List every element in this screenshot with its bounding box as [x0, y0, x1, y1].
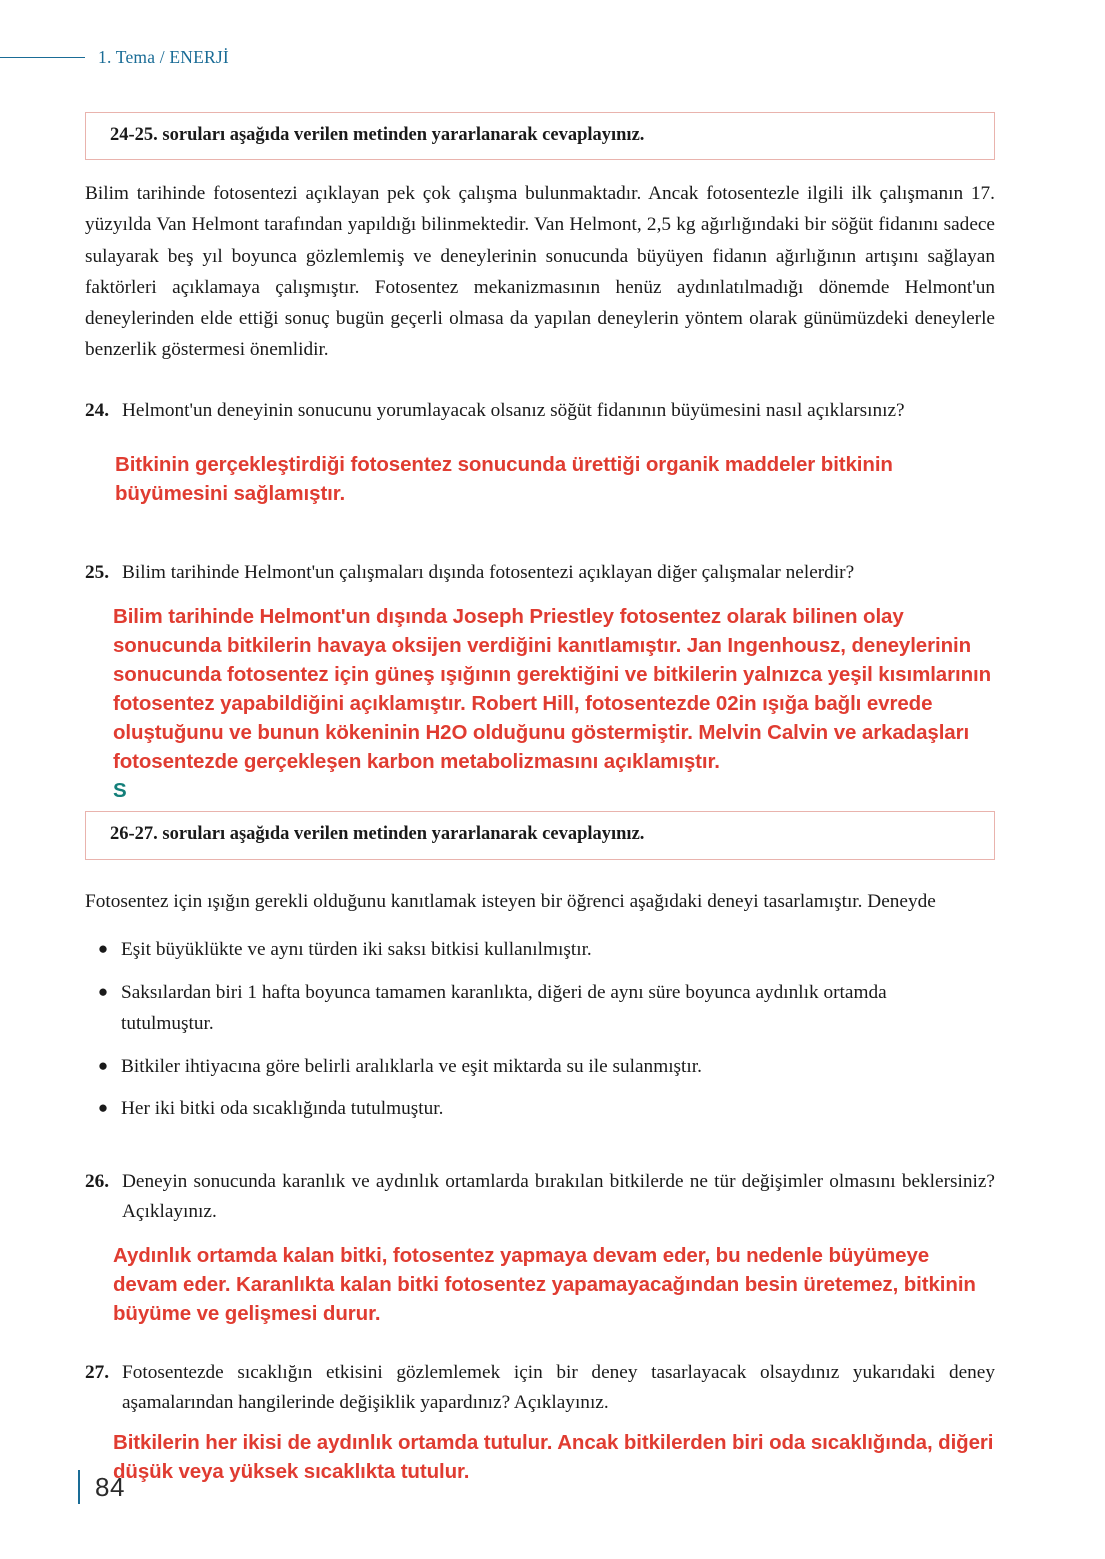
passage-experiment-intro: Fotosentez için ışığın gerekli olduğunu kanıtlamak isteyen bir öğrenci aşağıdaki deneyi tasarlamıştır. Deneyde: [85, 890, 936, 912]
question-25-number: 25.: [85, 561, 110, 583]
running-head-label: 1. Tema / ENERJİ: [98, 46, 229, 67]
experiment-steps-list: [85, 935, 995, 1125]
question-25-text: Bilim tarihinde Helmont'un çalışmaları dışında fotosentezi açıklayan diğer çalışmalar nelerdir?: [122, 561, 855, 583]
running-head: [0, 42, 1105, 72]
list-item-text: Bitkiler ihtiyacına göre belirli aralıklarla ve eşit miktarda su ile sulanmıştır.: [121, 1055, 702, 1077]
instruction-box-24-25: [85, 112, 995, 160]
question-26-text: Deneyin sonucunda karanlık ve aydınlık ortamlarda bırakılan bitkilerde ne tür değişimler olmasını beklersiniz? Açıklayınız.: [122, 1171, 995, 1223]
question-27-text: Fotosentezde sıcaklığın etkisini gözlemlemek için bir deney tasarlayacak olsaydınız yukarıdaki deney aşamalarından hangilerinde değişiklik yapardınız? Açıklayınız.: [122, 1362, 995, 1414]
question-26: [85, 1167, 995, 1227]
list-item-text: Her iki bitki oda sıcaklığında tutulmuştur.: [121, 1098, 444, 1120]
question-26-number: 26.: [85, 1171, 110, 1193]
list-item: [85, 978, 995, 1040]
list-item: [85, 1052, 995, 1083]
footer-rule: [78, 1470, 80, 1504]
running-head-rule: [0, 57, 85, 58]
bullet-dot-icon: ●: [97, 981, 109, 1001]
bullet-dot-icon: ●: [97, 1098, 109, 1118]
question-24-text: Helmont'un deneyinin sonucunu yorumlayacak olsanız söğüt fidanının büyümesini nasıl açıklarsınız?: [122, 399, 905, 421]
question-25: [85, 558, 995, 588]
bullet-dot-icon: ●: [97, 1055, 109, 1075]
answer-25: Bilim tarihinde Helmont'un dışında Joseph Priestley fotosentez olarak bilinen olay sonucunda bitkilerin havaya oksijen verdiğini kanıtlamıştır. Jan Ingenhousz, deneylerinin sonucunda fotosentez için güneş ışığının gerektiğini ve bitkilerin yalnızca yeşil kısımlarının fotosentez yapabildiğini açıklamıştır. Robert Hill, fotosentezde 02in ışığa bağlı evrede oluştuğunu ve bunun kökeninin H2O olduğunu göstermiştir. Melvin Calvin ve arkadaşları fotosentezde gerçekleşen karbon metabolizmasını açıklamıştır.: [113, 604, 992, 774]
list-item-text: Saksılardan biri 1 hafta boyunca tamamen karanlıkta, diğeri de aynı süre boyunca aydınlık ortamda tutulmuştur.: [121, 981, 887, 1034]
stray-character-s: S: [113, 779, 127, 803]
list-item: [85, 935, 995, 966]
bullet-dot-icon: ●: [97, 938, 109, 958]
instruction-box-24-25-label: 24-25. soruları aşağıda verilen metinden yararlanarak cevaplayınız.: [110, 125, 645, 145]
question-24: [85, 396, 995, 426]
answer-27: Bitkilerin her ikisi de aydınlık ortamda tutulur. Ancak bitkilerden biri oda sıcaklığında, diğeri düşük veya yüksek sıcaklıkta tutulur.: [113, 1431, 994, 1484]
question-27: [85, 1358, 995, 1418]
instruction-box-26-27: [85, 811, 995, 859]
page-number: 84: [95, 1471, 125, 1502]
list-item-text: Eşit büyüklükte ve aynı türden iki saksı bitkisi kullanılmıştır.: [121, 938, 592, 960]
passage-van-helmont: Bilim tarihinde fotosentezi açıklayan pek çok çalışma bulunmaktadır. Ancak fotosentezle ilgili ilk çalışmanın 17. yüzyılda Van Helmont tarafından yapıldığı bilinmektedir. Van Helmont, 2,5 kg ağırlığındaki bir söğüt fidanını sadece sulayarak beş yıl boyunca gözlemlemiş ve deneylerinin sonucunda büyüyen fidanın ağırlığının artışını sağlayan faktörleri açıklamaya çalışmıştır. Fotosentez mekanizmasının henüz aydınlatılmadığı dönemde Helmont'un deneylerinden elde ettiği sonuç bugün geçerli olmasa da yapılan deneylerin yöntem olarak günümüzdeki deneylerle benzerlik göstermesi önemlidir.: [85, 183, 995, 361]
question-24-number: 24.: [85, 399, 110, 421]
page-footer: [78, 1470, 125, 1504]
question-27-number: 27.: [85, 1362, 110, 1384]
list-item: [85, 1094, 995, 1125]
instruction-box-26-27-label: 26-27. soruları aşağıda verilen metinden yararlanarak cevaplayınız.: [110, 824, 645, 845]
answer-24: Bitkinin gerçekleştirdiği fotosentez sonucunda ürettiği organik maddeler bitkinin büyümesini sağlamıştır.: [115, 452, 893, 505]
page-content: [85, 112, 995, 1486]
answer-26: Aydınlık ortamda kalan bitki, fotosentez yapmaya devam eder, bu nedenle büyümeye devam eder. Karanlıkta kalan bitki fotosentez yapamayacağından besin üretemez, bitkinin büyüme ve gelişmesi durur.: [113, 1244, 976, 1326]
